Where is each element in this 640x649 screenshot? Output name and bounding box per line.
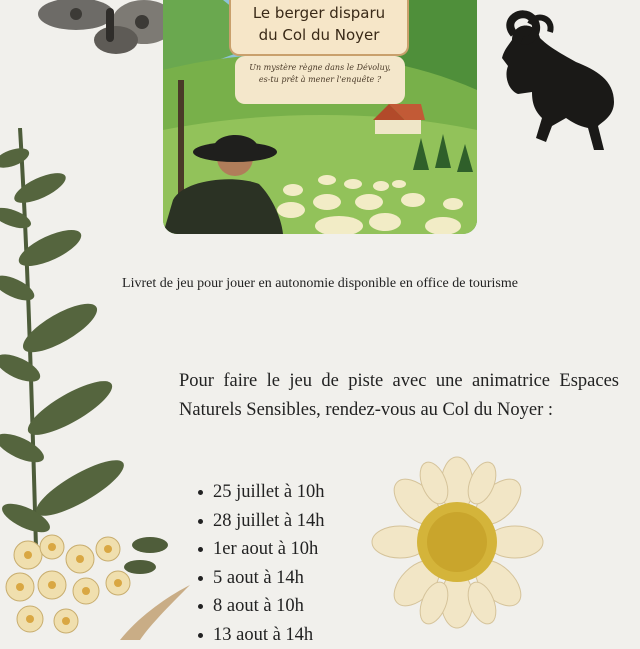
list-item: 28 juillet à 14h (195, 507, 325, 536)
poster-title-line2: du Col du Noyer (231, 24, 407, 46)
fern-icon (0, 128, 140, 548)
daisy-icon (370, 455, 545, 630)
yellow-flowers-icon (0, 525, 200, 640)
poster-title (229, 0, 409, 56)
guided-tour-intro: Pour faire le jeu de piste avec une animatrice Espaces Naturels Sensibles, rendez-vous au Col du Noyer : (179, 367, 619, 425)
dates-list (195, 478, 325, 649)
moth-icon (34, 0, 176, 56)
list-item: 1er aout à 10h (195, 535, 325, 564)
booklet-info-text: Livret de jeu pour jouer en autonomie disponible en office de tourisme (0, 276, 640, 292)
poster-title-line1: Le berger disparu (231, 2, 407, 24)
game-poster (163, 0, 477, 234)
list-item: 5 aout à 14h (195, 564, 325, 593)
list-item: 25 juillet à 10h (195, 478, 325, 507)
ram-icon (492, 10, 620, 154)
poster-subtitle: Un mystère règne dans le Dévoluy, es-tu prêt à mener l'enquête ? (235, 56, 405, 104)
list-item: 13 aout à 14h (195, 621, 325, 649)
list-item: 8 aout à 10h (195, 592, 325, 621)
